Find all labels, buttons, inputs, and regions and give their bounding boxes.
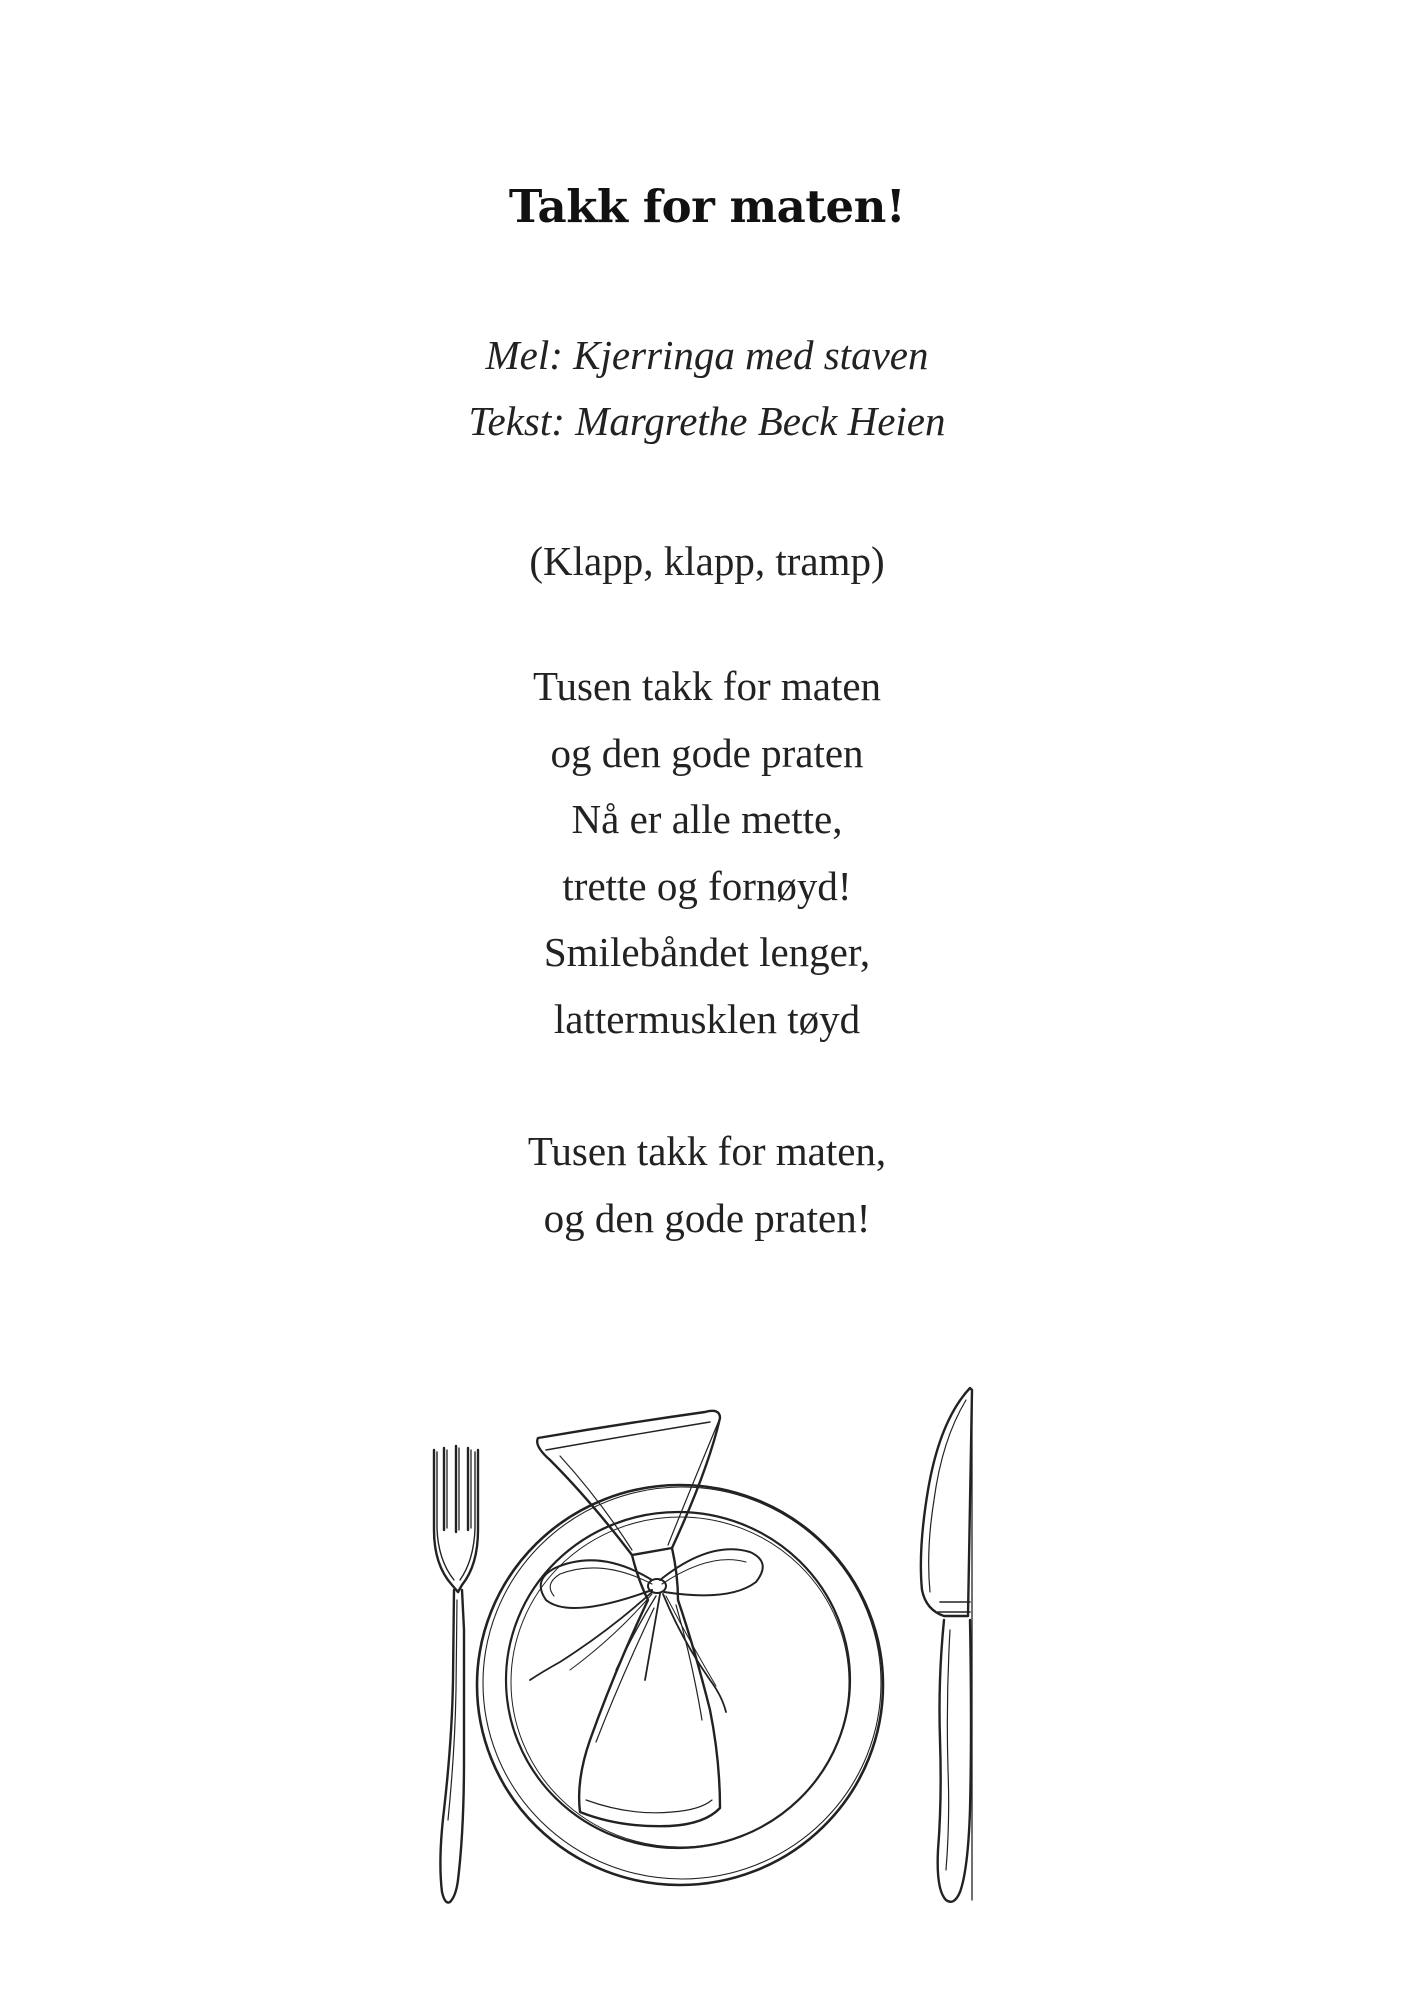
verse-line: og den gode praten: [550, 729, 864, 776]
verse-line: trette og fornøyd!: [562, 862, 852, 909]
verse-line: Smilebåndet lenger,: [543, 929, 871, 975]
lyrics-credit: Tekst: Margrethe Beck Heien: [468, 398, 946, 444]
fork-icon: [434, 1446, 478, 1903]
verse-line: lattermusklen tøyd: [553, 995, 861, 1042]
performance-cue: (Klapp, klapp, tramp): [529, 538, 885, 584]
verse-line: Tusen takk for maten,: [527, 1128, 887, 1174]
verse-line: og den gode praten!: [543, 1194, 871, 1241]
verse-line: Nå er alle mette,: [571, 796, 843, 842]
melody-credit: Mel: Kjerringa med staven: [485, 332, 929, 378]
verse-2: [0, 1118, 1414, 1251]
verse-line: Tusen takk for maten: [532, 663, 882, 709]
page-title: Takk for maten!: [508, 180, 906, 233]
napkin-bow-icon: [530, 1411, 763, 1826]
place-setting-illustration: [420, 1380, 1000, 1920]
verse-1: [0, 653, 1414, 1052]
song-credits: [0, 322, 1414, 454]
knife-icon: [921, 1388, 972, 1902]
